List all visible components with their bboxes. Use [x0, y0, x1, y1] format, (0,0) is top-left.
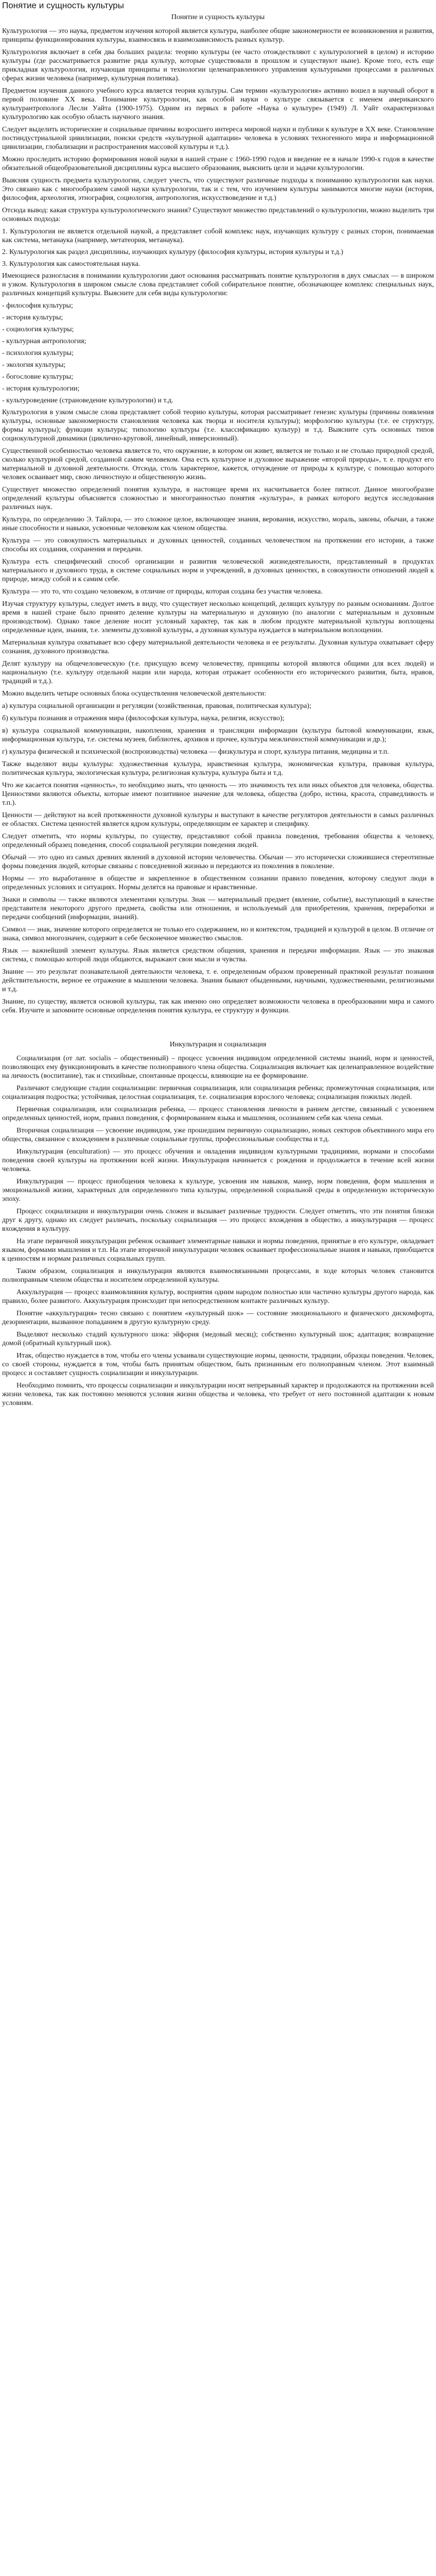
list-item: 2. Культурология как раздел дисциплины, изучающих культуру (философия культуры, история культуры и т.д.) [2, 248, 343, 256]
paragraph: Культура — это совокупность материальных и духовных ценностей, созданных человечеством на протяжении его истории, а также способы их создания, сохранения и передачи. [2, 537, 434, 553]
paragraph: Язык — важнейший элемент культуры. Язык является средством общения, хранения и передачи информации. Язык — это знаковая система, с помощью которой люди общаются, выражают свои мысли и чувства. [2, 947, 434, 963]
paragraph: Выясняя сущность предмета культурологии, следует учесть, что существуют различные подходы к пониманию культурологии как науки. Это связано как с многообразием самой науки культурологии, так и с тем, что изучением культуры занимаются многие науки (история, философия, археология, этнография, социология, антропология, искусствоведение и т.д.) [2, 177, 434, 202]
paragraph: а) культура социальной организации и регуляции (хозяйственная, правовая, политическая культура); [2, 702, 311, 710]
paragraph: Можно выделить четыре основных блока осуществления человеческой деятельности: [2, 690, 267, 698]
paragraph: Культура — это то, что создано человеком, в отличие от природы, которая создана без участия человека. [2, 588, 323, 596]
paragraph: Следует выделить исторические и социальные причины возросшего интереса мировой науки и публики к культуре в XX веке. Становление постиндустриальной цивилизации, поиски средств «культурной адаптации» человека в условиях техногенного мира и информационной цивилизации, глобализации и распространения массовой культуры и т.д.). [2, 126, 434, 151]
paragraph: На этапе первичной инкультурации ребенок осваивает элементарные навыки и нормы поведения, принятые в его культуре, овладевает языком, формами мышления и т.п. На этапе вторичной инкультурации человек осваивает профессиональные знания и навыки, приобщается к ценностям и нормам различных социальных групп. [2, 1238, 434, 1263]
list-item: 1. Культурология не является отдельной наукой, а представляет собой комплекс наук, изучающих культуру с разных сторон, понимаемая как система, метанаука (например, метатеория, метанаука). [2, 228, 434, 244]
list-item: - культурная антропология; [2, 337, 86, 345]
paragraph: Таким образом, социализация и инкультурация являются взаимосвязанными процессами, в ходе которых человек становится полноправным членом общества и носителем определенной культуры. [2, 1267, 434, 1284]
paragraph: Имеющиеся разногласия в понимании культурологии дают основания рассматривать понятие культурология в двух смыслах — в широком и узком. Культурология в широком смысле слова представляет собой собирательное понятие, обозначающее комплекс специальных наук, различных концепций культуры. Выясните для себя виды культурологии: [2, 272, 434, 297]
paragraph: Знание, по существу, является основой культуры, так как именно оно определяет возможности человека в преобразовании мира и самого себя. Изучите и запомните основные определения понятия культура, ее структуру и функции. [2, 998, 434, 1014]
list-item: - экология культуры; [2, 361, 66, 369]
paragraph: в) культура социальной коммуникации, накопления, хранения и трансляции информации (культура бытовой коммуникации, язык, информационная культура, т.е. система музеев, библиотек, архивов и прочее, культура межличностной коммуникации и др.); [2, 727, 434, 743]
list-item: - история культуры; [2, 314, 63, 321]
paragraph: Понятие «аккультурация» тесно связано с понятием «культурный шок» — состояние эмоционального и физического дискомфорта, дезориентации, вызванное попаданием в другую культурную среду. [2, 1310, 434, 1326]
list-item: - философия культуры; [2, 302, 73, 310]
paragraph: Можно проследить историю формирования новой науки в нашей стране с 1960-1990 годов и введение ее в начале 1990-х годов в качестве обязательной общеобразовательной дисциплины курса высшего образования, выяснить цели и задачи культурологии. [2, 156, 434, 172]
paragraph: Выделяют несколько стадий культурного шока: эйфория (медовый месяц); собственно культурный шок; адаптация; возвращение домой (обратный культурный шок). [2, 1331, 434, 1347]
paragraph: г) культура физической и психической (воспроизводства) человека — физкультура и спорт, культура питания, медицина и т.п. [2, 748, 389, 756]
paragraph: Культурология — это наука, предметом изучения которой является культура, наиболее общие закономерности ее возникновения и развития, принципы функционирования культуры, взаимосвязь и взаимозависимость разных культур. [2, 27, 434, 44]
paragraph: Культура, по определению Э. Тайлора, — это сложное целое, включающее знания, верования, искусство, мораль, законы, обычаи, а также иные способности и навыки, усвоенные человеком как членом общества. [2, 516, 434, 532]
list-item: - социология культуры; [2, 326, 74, 333]
paragraph: Изучая структуру культуры, следует иметь в виду, что существует несколько концепций, делящих культуру по разным основаниям. Долгое время в нашей стране было принято деление культуры на материальную и духовную (по аналогии с материальным и духовным производством). Однако такое деление носит условный характер, так как в любом продукте материальной культуры воплощены определенные идеи, знания, т.е. элементы духовной культуры, а духовная культура нуждается в материальном воплощении. [2, 600, 434, 634]
list-item: - психология культуры; [2, 349, 74, 357]
paragraph: Что же касается понятия «ценность», то необходимо знать, что ценность — это значимость тех или иных объектов для человека, общества. Ценностями являются объекты, которые имеют позитивное значение для человека, общества (добро, истина, красота, справедливость и т.п.). [2, 782, 434, 807]
section-title-concept: Понятие и сущность культуры [171, 13, 265, 21]
paragraph: Необходимо помнить, что процессы социализации и инкультурации носят непрерывный характер и продолжаются на протяжении всей жизни человека, так как постоянно меняются условия жизни общества и человека, что требует от него постоянной адаптации к новым условиям. [2, 1382, 434, 1407]
section-concept-body [2, 27, 434, 1015]
paragraph: б) культура познания и отражения мира (философская культура, наука, религия, искусство); [2, 715, 285, 722]
paragraph: Первичная социализация, или социализация ребенка, — процесс становления личности в раннем детстве, связанный с усвоением определенных ценностей, норм, правил поведения, с формированием языка и мышления, осознанием себя как члена семьи. [2, 1106, 434, 1122]
paragraph: Делят культуру на общечеловеческую (т.е. присущую всему человечеству, принципы которой являются общими для всех людей) и национальную (т.е. культуру отдельной нации или народа, которая отражает особенности его исторического развития, быта, нравов, традиций и т.д.). [2, 660, 434, 685]
paragraph: Нормы — это выработанное в обществе и закрепленное в общественном сознании правило поведения, которому следуют люди в определенных условиях и ситуациях. Нормы делятся на правовые и нравственные. [2, 875, 434, 891]
paragraph: Существенной особенностью человека является то, что окружение, в котором он живет, является не только и не столько природной средой, сколько культурной средой, созданной самим человеком. Она есть культурное и духовное выражение «второй природы», т. е. продукт его материальной и духовной деятельности. Отсюда, столь характерное, кажется, отчуждение от природы к культуре, с помощью которого человек осваивает мир, свою личностную и общественную жизнь. [2, 447, 434, 481]
paragraph: Итак, общество нуждается в том, чтобы его члены усваивали существующие нормы, ценности, традиции, образцы поведения. Человек, со своей стороны, нуждается в том, чтобы быть принятым обществом, быть признанным его полноправным членом. Этот взаимный процесс и составляет сущность социализации и инкультурации. [2, 1352, 434, 1377]
list-item: 3. Культурология как самостоятельная наука. [2, 260, 141, 268]
paragraph: Отсюда вывод: какая структура культурологического знания? Существуют множество представлений о культурологии, можно выделить три основных подхода: [2, 207, 434, 223]
paragraph: Процесс социализации и инкультурации очень сложен и вызывает различные трудности. Следует отметить, что эти понятия близки друг к другу, однако их следует различать, поскольку социализация — это процесс вхождения в общество, а инкультурация — процесс вхождения в культуру. [2, 1208, 434, 1233]
document [2, 1, 434, 1408]
paragraph: Инкультурация (enculturation) — это процесс обучения и овладения индивидом культурными традициями, нормами и способами поведения своей культуры на протяжении всей жизни. Инкультурация начинается с рождения и продолжается в течение всей жизни человека. [2, 1148, 434, 1173]
paragraph: Аккультурация — процесс взаимовлияния культур, восприятия одним народом полностью или частично культуры другого народа, как правило, более развитого. Аккультурация происходит при непосредственном контакте различных культур. [2, 1289, 434, 1305]
paragraph: Материальная культура охватывает всю сферу материальной деятельности человека и ее результаты. Духовная культура охватывает сферу сознания, духовного производства. [2, 639, 434, 655]
page-title: Понятие и сущность культуры [2, 1, 124, 10]
section-gap [2, 1019, 434, 1039]
section-title-inculturation: Инкультурация и социализация [169, 1041, 267, 1048]
paragraph: Также выделяют виды культуры: художественная культура, нравственная культура, экономическая культура, правовая культура, политическая культура, экологическая культура, религиозная культура, культура быта и т.д. [2, 760, 434, 777]
paragraph: Социализация (от лат. socialis – общественный) – процесс усвоения индивидом определенной системы знаний, норм и ценностей, позволяющих ему функционировать в качестве полноправного члена общества. Социализация включает как целенаправленное воздействие на личность (воспитание), так и стихийные, спонтанные процессы, влияющие на ее формирование. [2, 1055, 434, 1080]
paragraph: Ценности — действуют на всей протяженности духовной культуры и выступают в качестве регуляторов деятельности в самых различных ее областях. Система ценностей является ядром культуры, определяющим ее характер и специфику. [2, 811, 434, 828]
section-inculturation-body [2, 1054, 434, 1408]
paragraph: Предметом изучения данного учебного курса является теория культуры. Сам термин «культурология» активно вошел в научный оборот в первой половине XX века. Понимание культурологии, как особой науки о культуре связывается с именем американского культурантрополога Лесли Уайта (1900-1975). Одним из первых в работе «Наука о культуре» (1949) Л. Уайт охарактеризовал культурологию как особую область научного знания. [2, 87, 434, 121]
paragraph: Обычай — это одно из самых древних явлений в духовной истории человечества. Обычаи — это исторически сложившиеся стереотипные формы поведения людей, которые связаны с повседневной жизнью и передаются из поколения в поколение. [2, 854, 434, 870]
paragraph: Следует отметить, что нормы культуры, по существу, представляют собой правила поведения, требования общества к человеку, определенный образец поведения, способ социальной регуляции поведения людей. [2, 833, 434, 849]
list-item: - культуроведение (страноведение культурологии) и т.д. [2, 397, 173, 404]
paragraph: Знаки и символы — также являются элементами культуры. Знак — материальный предмет (явление, событие), выступающий в качестве представителя некоторого другого предмета, свойства или отношения, и используемый для приобретения, хранения, переработки и передачи сообщений (информации, знаний). [2, 896, 434, 921]
list-item: - богословие культуры; [2, 373, 74, 381]
paragraph: Вторичная социализация — усвоение индивидом, уже прошедшим первичную социализацию, новых секторов объективного мира его общества, связанное с вхождением в различные социальные группы, профессиональные сообщества и т.д. [2, 1127, 434, 1143]
paragraph: Инкультурация — процесс приобщения человека к культуре, усвоения им навыков, манер, норм поведения, форм мышления и эмоциональной жизни, характерных для определенного типа культуры, определенной социальной среды в определенную историческую эпоху. [2, 1178, 434, 1203]
paragraph: Различают следующие стадии социализации: первичная социализация, или социализация ребенка; промежуточная социализация, или социализация подростка; устойчивая, целостная социализация, т.е. социализация взрослого человека; социализация пожилых людей. [2, 1084, 434, 1101]
paragraph: Культурология в узком смысле слова представляет собой теорию культуры, которая рассматривает генезис культуры (причины появления культуры, основные закономерности становления человека как творца и носителя культуры); морфологию культуры (т.е. ее структуру, формы культуры); функции культуры; типологию культуры (т.е. классификацию культур) и т.д. Выясните суть основных типов социокультурной динамики (циклично-круговой, линейный, инверсионный). [2, 409, 434, 443]
paragraph: Культура есть специфический способ организации и развития человеческой жизнедеятельности, представленный в продуктах материального и духовного труда, в системе социальных норм и учреждений, в духовных ценностях, в совокупности отношений людей к природе, между собой и к самим себе. [2, 558, 434, 583]
paragraph: Существует множество определений понятия культура, в настоящее время их насчитывается более пятисот. Данное многообразие определений культуры объясняется сложностью и многогранностью понятия «культура», в рамках которого ведутся исследования различных наук. [2, 486, 434, 511]
list-item: - история культурологии; [2, 385, 80, 393]
paragraph: Символ — знак, значение которого определяется не только его содержанием, но и контекстом, традицией и культурой в целом. В отличие от знака, символ многозначен, содержит в себе бесконечное множество смыслов. [2, 926, 434, 942]
paragraph: Культурология включает в себя два больших раздела: теорию культуры (ее часто отождествляют с культурологией в целом) и историю культуры (где рассматривается развитие ряда культур, которые существовали в прошлом и существуют ныне). Кроме того, есть еще прикладная культурология, изучающая принципы и технологии целенаправленного управления культурными процессами в различных сферах жизни человека (например, культурная политика). [2, 48, 434, 82]
paragraph: Знание — это результат познавательной деятельности человека, т. е. определенным образом проверенный практикой результат познания действительности, верное ее отражение в мышлении человека. Знания бывают обыденными, научными, художественными, религиозными и т.д. [2, 968, 434, 993]
